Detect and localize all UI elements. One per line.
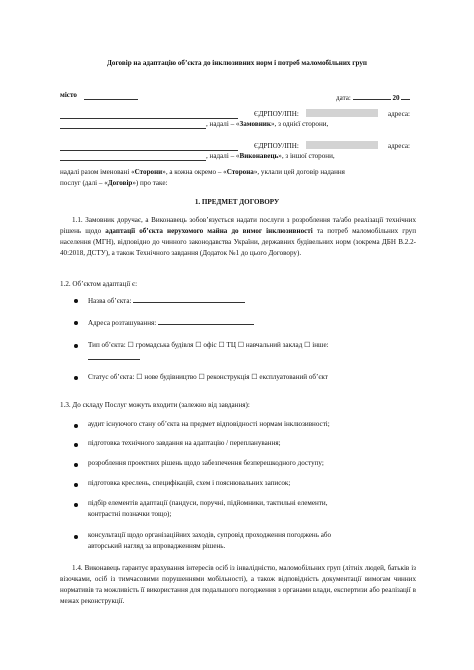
party2-edrpou-label: ЄДРПОУ/ІПН: [254,142,299,150]
year-prefix: 20 [392,94,400,102]
object-address-field[interactable] [158,317,254,325]
party2-address-label: адреса: [388,142,410,150]
clause-1-3-title: 1.3. До складу Послуг можуть входити (залежно від завдання): [60,401,250,409]
service-item: розроблення проектних рішень щодо забезпечення безперешкодного доступу; [88,459,324,467]
date-row [336,92,410,102]
party2-edrpou-field[interactable] [306,141,378,149]
bullet [74,424,78,428]
intro-paragraph: надалі разом іменовані «Сторони», а кожна окремо – «Сторона», уклали цей договір надання послуг (далі – «Договір») про таке: [60,168,345,187]
object-status-item: Статус об’єкта: ☐ нове будівництво ☐ реконструкція ☐ експлуатований об’єкт [88,373,328,381]
bullet [74,443,78,447]
clause-1-2-title: 1.2. Об’єктом адаптації є: [60,280,138,288]
place-field[interactable] [84,92,138,100]
bullet [74,483,78,487]
party1-edrpou-label: ЄДРПОУ/ІПН: [254,110,299,118]
date-field[interactable] [353,92,391,100]
party2-role-line: , надалі – «Виконавець», з іншої сторони, [206,152,335,160]
bullet [74,503,78,507]
bullet [74,321,78,325]
bullet [74,299,78,303]
service-item: аудит існуючого стану об’єкта на предмет відповідності нормам інклюзивності; [88,420,330,428]
party1-edrpou-field[interactable] [306,109,378,117]
year-field[interactable] [401,92,410,100]
party1-role-line: , надалі – «Замовник», з однієї сторони, [206,120,329,128]
bullet [74,344,78,348]
contractor-role: Виконавець [239,152,279,160]
object-name-item: Назва об’єкта: [88,295,245,307]
party1-edrpou [254,111,299,118]
service-item: підготовка технічного завдання на адаптацію / перепланування; [88,439,281,447]
date-label: дата: [336,94,351,102]
bullet [74,376,78,380]
party2-name-field[interactable] [60,143,238,151]
party1-name-field[interactable] [60,111,238,119]
bullet [74,463,78,467]
object-type-other-field[interactable] [88,352,140,360]
party1-address-field[interactable] [60,121,206,129]
party2-address-field[interactable] [60,153,206,161]
party1-address-label: адреса: [388,110,410,118]
service-item: підбір елементів адаптації (пандуси, поручні, підйомники, тактильні елементи, контрастні позначки тощо); [88,499,328,518]
section-1-heading: 1. ПРЕДМЕТ ДОГОВОРУ [194,198,280,206]
object-type-item: Тип об’єкта: ☐ громадська будівля ☐ офіс ☐ ТЦ ☐ навчальний заклад ☐ інше: [88,341,329,349]
service-item: консультації щодо організаційних заходів, супровід проходження погоджень або авторський нагляд за впровадженням рішень. [88,531,332,550]
bullet [74,535,78,539]
object-name-field[interactable] [133,295,245,303]
clause-1-4: 1.4. Виконавець гарантує врахування інтересів осіб із інвалідністю, маломобільних груп (літніх людей, батьків із візочками, осіб із тимчасовими порушеннями мобільності), а також відповідність документації вимогам чинних нормативів та можливість її використання для подальшого погодження з органами влади, експертизи або реалізації в межах реконструкції. [60,564,416,605]
clause-1-1: 1.1. Замовник доручає, а Виконавець зобов’язується надати послуги з розроблення та/або реалізації технічних рішень щодо адаптації об’єкта нерухомого майна до вимог інклюзивності та потреб маломобільних груп населення (МГН), відповідно до чинного законодавства України, державних будівельних норм (зокрема ДБН В.2.2-40:2018, ДСТУ), а також Технічного завдання (Додаток №1 до цього Договору). [60,216,416,257]
object-address-item: Адреса розташування: [88,317,254,329]
place-label: місто [60,91,77,99]
party2-edrpou [254,143,299,150]
customer-role: Замовник [239,120,271,128]
service-item: підготовка креслень, специфікацій, схем і пояснювальних записок; [88,479,291,487]
document-title: Договір на адаптацію об’єкта до інклюзивних норм і потреб маломобільних груп [107,59,367,67]
